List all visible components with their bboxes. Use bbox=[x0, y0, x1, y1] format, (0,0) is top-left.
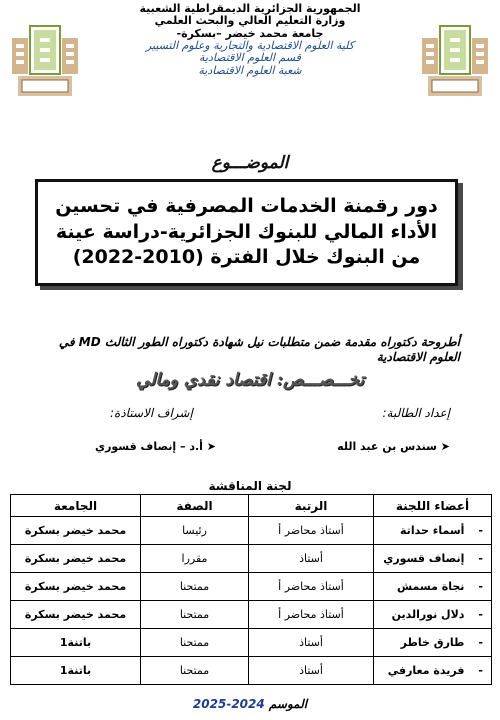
season-label: الموسم bbox=[268, 697, 308, 711]
member-rank: أستاذ محاضر أ bbox=[249, 573, 374, 601]
member-role: رئيسا bbox=[141, 517, 249, 545]
institution-header bbox=[130, 3, 370, 77]
member-rank: أستاذ bbox=[249, 657, 374, 685]
university-logo-right bbox=[420, 18, 490, 100]
member-role: ممتحنا bbox=[141, 601, 249, 629]
arrow-icon: ➤ bbox=[206, 440, 216, 453]
header-department: قسم العلوم الاقتصادية bbox=[199, 51, 301, 65]
subject-label: الموضـــوع bbox=[211, 153, 289, 173]
member-rank: أستاذ bbox=[249, 629, 374, 657]
arrow-icon: ➤ bbox=[440, 440, 450, 453]
committee-title: لجنة المناقشة bbox=[208, 479, 292, 493]
academic-season bbox=[0, 697, 500, 711]
header-faculty: كلية العلوم الاقتصادية والتجارية وعلوم التسيير bbox=[145, 38, 355, 52]
table-row bbox=[11, 629, 492, 657]
member-university: باتنة1 bbox=[11, 657, 141, 685]
member-university: محمد خيضر بسكرة bbox=[11, 545, 141, 573]
specialty: تخـــصـــص: اقتصاد نقدي ومالي bbox=[135, 370, 365, 390]
member-university: محمد خيضر بسكرة bbox=[11, 517, 141, 545]
header-university: الجامعة bbox=[11, 495, 141, 517]
member-university: محمد خيضر بسكرة bbox=[11, 573, 141, 601]
member-role: ممتحنا bbox=[141, 629, 249, 657]
supervisor-entry bbox=[95, 440, 216, 453]
thesis-title: دور رقمنة الخدمات المصرفية في تحسين الأداء المالي للبنوك الجزائرية-دراسة عينة من البنوك خلال الفترة (2010-2022) bbox=[55, 195, 438, 269]
supervisor-name: أ.د – إنصاف قسوري bbox=[95, 440, 203, 453]
title-box bbox=[35, 179, 458, 286]
table-row bbox=[11, 545, 492, 573]
thesis-statement: أطروحة دكتوراه مقدمة ضمن متطلبات نيل شهادة دكتوراه الطور الثالث MD في العلوم الاقتصادية bbox=[58, 335, 460, 364]
member-name: -دلال نورالدين bbox=[374, 601, 492, 629]
student-entry bbox=[337, 440, 450, 453]
member-role: مقررا bbox=[141, 545, 249, 573]
header-members: أعضاء اللجنة bbox=[374, 495, 492, 517]
member-role: ممتحنا bbox=[141, 573, 249, 601]
member-rank: أستاذ محاضر أ bbox=[249, 517, 374, 545]
table-row bbox=[11, 573, 492, 601]
header-role: الصفة bbox=[141, 495, 249, 517]
member-rank: أستاذ محاضر أ bbox=[249, 601, 374, 629]
student-name: سندس بن عبد الله bbox=[337, 440, 437, 453]
header-ministry: وزارة التعليم العالي والبحث العلمي bbox=[154, 14, 346, 28]
header-university: جامعة محمد خيضر –بسكرة- bbox=[176, 26, 324, 40]
member-name: -نجاة مسمش bbox=[374, 573, 492, 601]
header-republic: الجمهورية الجزائرية الديمقراطية الشعبية bbox=[139, 2, 361, 15]
season-years: 2024-2025 bbox=[192, 697, 265, 711]
committee-table bbox=[10, 494, 492, 685]
table-row bbox=[11, 601, 492, 629]
member-name: -طارق خاطر bbox=[374, 629, 492, 657]
member-university: باتنة1 bbox=[11, 629, 141, 657]
student-label: إعداد الطالبة: bbox=[382, 406, 450, 420]
supervisor-label: إشراف الاستاذة: bbox=[110, 406, 193, 420]
member-name: -أسماء حداتة bbox=[374, 517, 492, 545]
table-row bbox=[11, 517, 492, 545]
member-name: -فريدة معارفي bbox=[374, 657, 492, 685]
member-role: ممتحنا bbox=[141, 657, 249, 685]
university-logo-left bbox=[10, 18, 80, 100]
table-header-row bbox=[11, 495, 492, 517]
member-rank: أستاذ bbox=[249, 545, 374, 573]
table-row bbox=[11, 657, 492, 685]
member-university: محمد خيضر بسكرة bbox=[11, 601, 141, 629]
header-branch: شعبة العلوم الاقتصادية bbox=[198, 63, 302, 77]
header-rank: الرتبة bbox=[249, 495, 374, 517]
member-name: -إنصاف قسوري bbox=[374, 545, 492, 573]
